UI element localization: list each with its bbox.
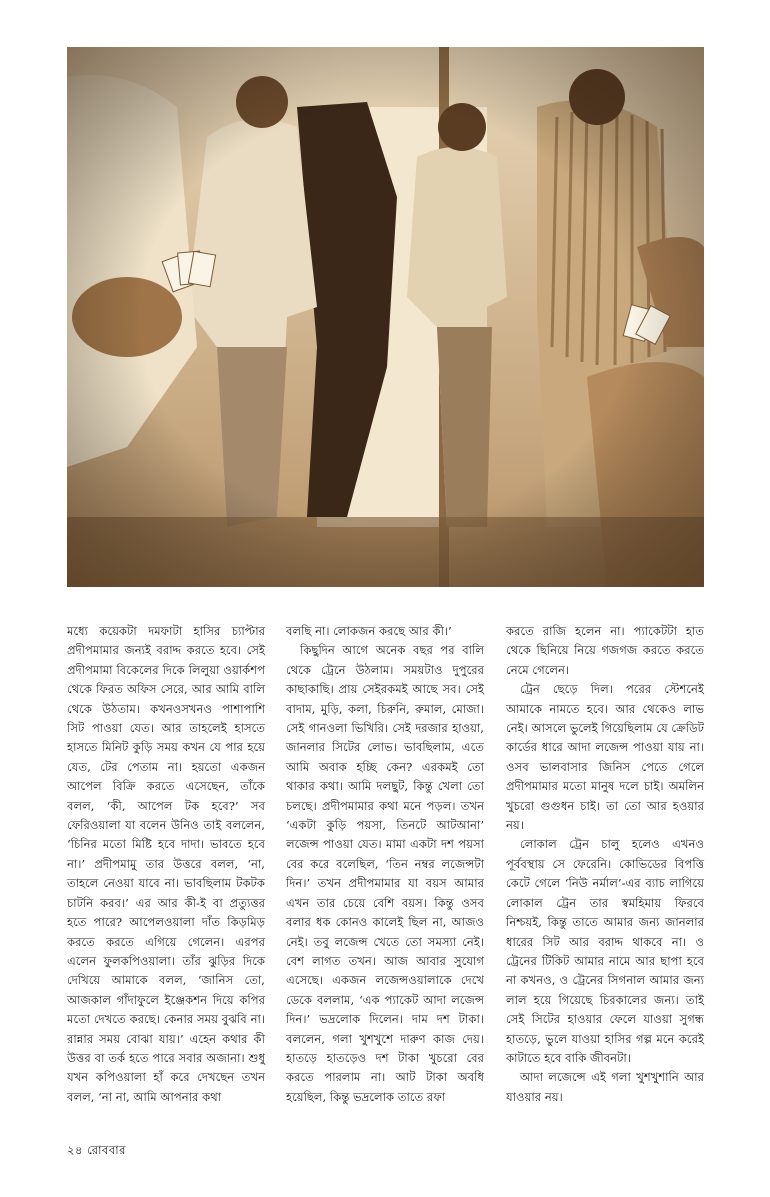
text-column-1 bbox=[67, 622, 265, 1107]
paragraph: করতে রাজি হলেন না। প্যাকেটটা হাত থেকে ছিনিয়ে নিয়ে গজগজ করতে করতে নেমে গেলেন। bbox=[506, 624, 704, 677]
paragraph: বলছি না। লোকজন করছে আর কী।’ bbox=[286, 624, 452, 638]
paragraph: আদা লজেন্সে এই গলা খুশখুশানি আর যাওয়ার নয়। bbox=[506, 1070, 704, 1104]
page-footer bbox=[67, 1142, 126, 1161]
paragraph: ট্রেন ছেড়ে দিল। পরের স্টেশনেই আমাকে নামতে হবে। আর থেকেও লাভ নেই। আসলে ভুলেই গিয়েছিলাম যে ক্রেডিট কার্ডের ধারে আদা লজেন্স পাওয়া যায় না। ওসব ভালবাসার জিনিস পেতে গেলে প্রদীপমামার মতো মানুষ দলে চাই। অমলিন খুচরো গুগুধন চাই। তা তো আর হওয়ার নয়। bbox=[506, 682, 704, 833]
paragraph: কিছুদিন আগে অনেক বছর পর বালি থেকে ট্রেনে উঠলাম। সময়টাও দুপুরের কাছাকাছি। প্রায় সেইরকমই আছে সব। সেই বাদাম, মুড়ি, কলা, চিরুনি, রুমাল, মোজা। সেই গানওলা ভিখিরি। সেই দরজার হাওয়া, জানলার সিটের লোভ। ভাবছিলাম, এতে আমি অবাক হচ্ছি কেন? এরকমই তো থাকার কথা। আমি দলছুট, কিন্তু খেলা তো চলছে। প্রদীপমামার কথা মনে পড়ল। তখন ‘একটা কুড়ি পয়সা, তিনটে আটআনা’ লজেন্স পাওয়া যেত। মামা একটা দশ পয়সা বের করে বলেছিল, ‘তিন নম্বর লজেন্সটা দিন।’ তখন প্রদীপমামার যা বয়স আমার এখন তার চেয়ে বেশি বয়স। কিন্তু ওসব বলার ধক কোনও কালেই ছিল না, আজও নেই। তবু লজেন্স খেতে তো সমস্যা নেই। বেশ লাগত তখন। আজ আবার সুযোগ এসেছে। একজন লজেন্সওয়ালাকে দেখে ডেকে বললাম, ‘এক প্যাকেট আদা লজেন্স দিন।’ ভদ্রলোক দিলেন। দাম দশ টাকা। বললেন, গলা খুশখুশে দারুণ কাজ দেয়। হাতড়ে হাতড়েও দশ টাকা খুচরো বের করতে পারলাম না। আট টাকা অবধি হয়েছিল, কিন্তু ভদ্রলোক তাতে রফা bbox=[286, 643, 484, 1104]
page-number: ২৪ bbox=[67, 1143, 83, 1157]
text-column-3 bbox=[506, 622, 704, 1107]
text-column-2 bbox=[286, 622, 484, 1107]
paragraph: মধ্যে কয়েকটা দমফাটা হাসির চ্যাপ্টার প্রদীপমামার জন্যই বরাদ্দ করতে হবে। সেই প্রদীপমামা বিকেলের দিকে লিলুয়া ওয়ার্কশপ থেকে ফিরত অফিস সেরে, আর আমি বালি থেকে উঠতাম। কখনওসখনও পাশাপাশি সিট পাওয়া যেত। আর তাহলেই হাসতে হাসতে মিনিট কুড়ি সময় কখন যে পার হয়ে যেত, টের পেতাম না। হয়তো একজন আপেল বিক্রি করতে এসেছেন, তাঁকে বলল, ‘কী, আপেল টক হবে?’ সব ফেরিওয়ালা যা বলেন উনিও তাই বললেন, ‘চিনির মতো মিষ্টি হবে দাদা। ভাবতে হবে না।’ প্রদীপমামু তার উত্তরে বলল, ‘না, তাহলে নেওয়া যাবে না। ভাবছিলাম টকটক চাটনি করব।’ এর আর কী-ই বা প্রত্যুত্তর হতে পারে? আপেলওয়ালা দাঁত কিড়মিড় করতে করতে এগিয়ে গেলেন। এরপর এলেন ফুলকপিওয়ালা। তাঁর ঝুড়ির দিকে দেখিয়ে আমাকে বলল, ‘জানিস তো, আজকাল গাঁদাফুলে ইঞ্জেকশন দিয়ে কপির মতো দেখতে করছে। কেনার সময় বুঝবি না। রান্নার সময় বোঝা যায়।’ এহেন কথার কী উত্তর বা তর্ক হতে পারে সবার অজানা। শুধু যখন কপিওয়ালা হাঁ করে দেখছেন তখন বলল, ‘না না, আমি আপনার কথা bbox=[67, 624, 265, 1104]
train-commuters-image bbox=[67, 47, 704, 587]
paragraph: লোকাল ট্রেন চালু হলেও এখনও পূর্ববস্থায় সে ফেরেনি। কোভিডের বিপত্তি কেটে গেলে ‘নিউ নর্মাল’-এর ব্যাচ লাগিয়ে লোকাল ট্রেন তার স্বমহিমায় ফিরবে নিশ্চয়ই, কিন্তু তাতে আমার জন্য জানলার ধারের সিট আর বরাদ্দ থাকবে না। ও ট্রেনের টিকিট আমার নামে আর ছাপা হবে না কখনও, ও ট্রেনের সিগনাল আমার জন্য লাল হয়ে গিয়েছে চিরকালের জন্য। তাই সেই সিটের হাওয়ার ফেলে যাওয়া সুগন্ধ হাতড়ে, ভুলে যাওয়া হাসির গল্প মনে করেই কাটাতে হবে বাকি জীবনটা। bbox=[506, 837, 704, 1065]
train-photo bbox=[67, 47, 704, 587]
magazine-name: রোববার bbox=[87, 1143, 126, 1157]
